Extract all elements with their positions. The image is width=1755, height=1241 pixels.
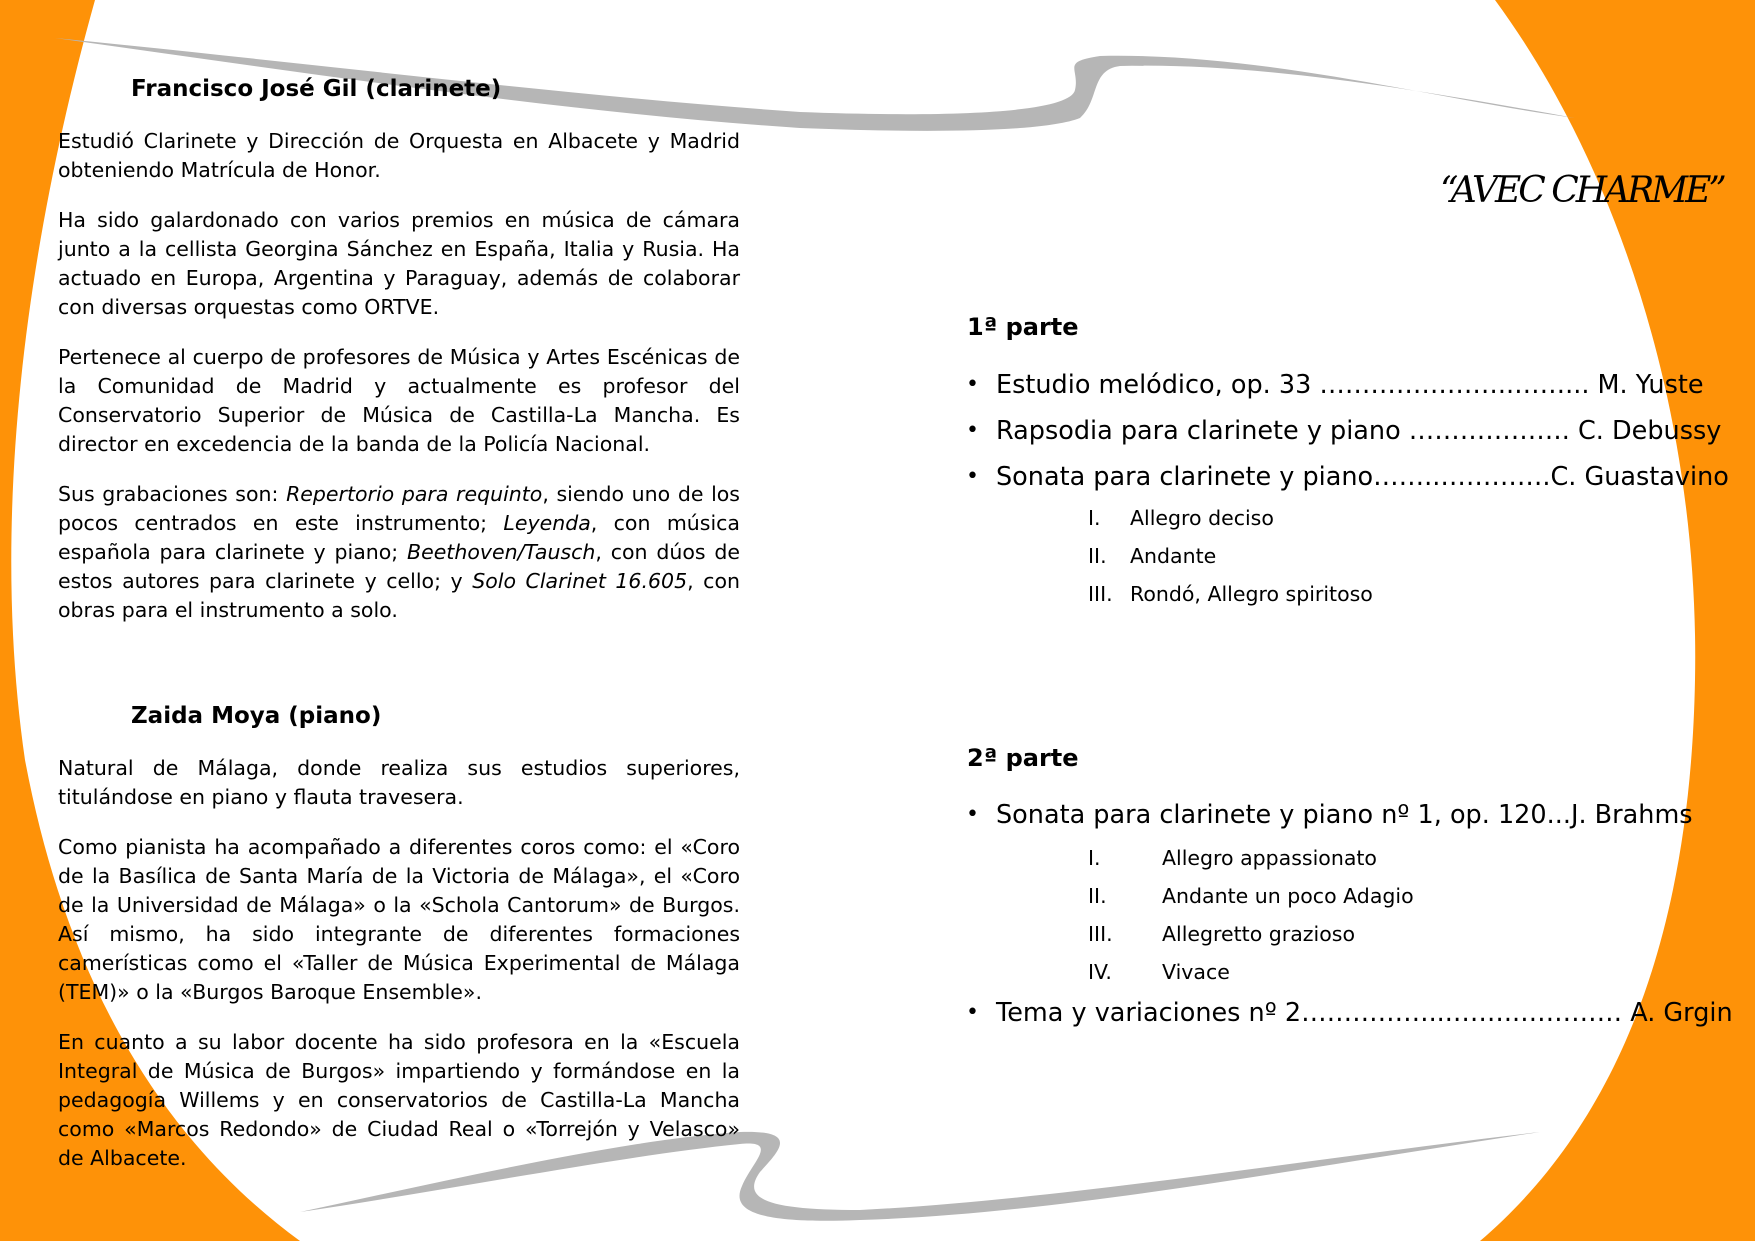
movement-item bbox=[1088, 537, 1373, 575]
part2-list-bottom bbox=[966, 990, 1733, 1036]
bio-francisco bbox=[58, 70, 740, 625]
program-piece bbox=[966, 792, 1726, 838]
piece-text: Rapsodia para clarinete y piano ………………. C. Debussy bbox=[996, 416, 1722, 446]
bio-paragraph: Ha sido galardonado con varios premios en música de cámara junto a la cellista Georgina Sánchez en España, Italia y Rusia. Ha actuado en Europa, Argentina y Paraguay, además de colaborar con diversas orquestas como ORTVE. bbox=[58, 208, 740, 319]
movement-item bbox=[1088, 953, 1414, 991]
recording-title: Repertorio para requinto bbox=[286, 482, 543, 506]
part2-heading: 2ª parte bbox=[967, 744, 1079, 772]
piece-text: Sonata para clarinete y piano nº 1, op. 120...J. Brahms bbox=[996, 800, 1693, 830]
bio-zaida bbox=[58, 697, 740, 1173]
program-piece bbox=[966, 408, 1726, 454]
movement-number: III. bbox=[1088, 922, 1113, 946]
movement-number: II. bbox=[1088, 544, 1107, 568]
text: , con obras para el instrumento a solo. bbox=[58, 569, 740, 622]
recording-title: Leyenda bbox=[503, 511, 591, 535]
movement-item bbox=[1088, 499, 1373, 537]
movement-name: Rondó, Allegro spiritoso bbox=[1130, 582, 1373, 606]
movement-item bbox=[1088, 839, 1414, 877]
movement-number: III. bbox=[1088, 582, 1113, 606]
bio-paragraph: Como pianista ha acompañado a diferentes coros como: el «Coro de la Basílica de Santa María de la Victoria de Málaga», el «Coro de la Universidad de Málaga» o la «Schola Cantorum» de Burgos. Así mismo, ha sido integrante de diferentes formaciones camerísticas como el «Taller de Música Experimental de Málaga (TEM)» o la «Burgos Baroque Ensemble». bbox=[58, 835, 740, 1004]
bullet-icon: • bbox=[966, 1000, 979, 1025]
piece-text: Estudio melódico, op. 33 …………………..……... M. Yuste bbox=[996, 370, 1704, 400]
movement-name: Allegretto grazioso bbox=[1162, 922, 1355, 946]
bullet-icon: • bbox=[966, 418, 979, 443]
part1-heading: 1ª parte bbox=[967, 313, 1079, 341]
part2-movements bbox=[1088, 839, 1414, 991]
movement-number: I. bbox=[1088, 506, 1101, 530]
movement-item bbox=[1088, 877, 1414, 915]
text: , siendo uno de los pocos centrados en este instrumento; bbox=[58, 482, 740, 535]
piece-text: Sonata para clarinete y piano……..………….C. Guastavino bbox=[996, 462, 1729, 492]
bullet-icon: • bbox=[966, 372, 979, 397]
movement-name: Vivace bbox=[1162, 960, 1230, 984]
movement-name: Allegro appassionato bbox=[1162, 846, 1377, 870]
text: , con música española para clarinete y piano; bbox=[58, 511, 740, 564]
program-piece bbox=[966, 454, 1729, 500]
movement-number: I. bbox=[1088, 846, 1101, 870]
bio-paragraph: Natural de Málaga, donde realiza sus estudios superiores, titulándose en piano y flauta travesera. bbox=[58, 756, 740, 809]
bullet-icon: • bbox=[966, 802, 979, 827]
recording-title: Beethoven/Tausch bbox=[407, 540, 596, 564]
program-piece bbox=[966, 990, 1733, 1036]
bio-recordings-paragraph bbox=[58, 480, 740, 625]
program-title: “AVEC CHARME” bbox=[1440, 170, 1724, 211]
recording-title: Solo Clarinet 16.605 bbox=[472, 569, 688, 593]
bio-name: Francisco José Gil (clarinete) bbox=[131, 76, 502, 102]
text: , con dúos de estos autores para clarinete y cello; y bbox=[58, 540, 740, 593]
movement-name: Allegro deciso bbox=[1130, 506, 1274, 530]
text: Sus grabaciones son: bbox=[58, 482, 287, 506]
part1-list bbox=[966, 362, 1729, 500]
movement-item bbox=[1088, 575, 1373, 613]
bio-paragraph: Estudió Clarinete y Dirección de Orquesta en Albacete y Madrid obteniendo Matrícula de Honor. bbox=[58, 129, 740, 182]
program-piece bbox=[966, 362, 1726, 408]
part1-movements bbox=[1088, 499, 1373, 613]
bio-paragraph: Pertenece al cuerpo de profesores de Música y Artes Escénicas de la Comunidad de Madrid y actualmente es profesor del Conservatorio Superior de Música de Castilla-La Mancha. Es director en excedencia de la banda de la Policía Nacional. bbox=[58, 345, 740, 456]
movement-name: Andante un poco Adagio bbox=[1162, 884, 1414, 908]
movement-item bbox=[1088, 915, 1414, 953]
movement-number: IV. bbox=[1088, 960, 1112, 984]
movement-name: Andante bbox=[1130, 544, 1217, 568]
movement-number: II. bbox=[1088, 884, 1107, 908]
bio-name: Zaida Moya (piano) bbox=[131, 703, 382, 729]
bullet-icon: • bbox=[966, 464, 979, 489]
piece-text: Tema y variaciones nº 2……………...……..………… A. Grgin bbox=[996, 998, 1733, 1028]
bio-paragraph: En cuanto a su labor docente ha sido profesora en la «Escuela Integral de Música de Burgos» impartiendo y formándose en la pedagogía Willems y en conservatorios de Castilla-La Mancha como «Marcos Redondo» de Ciudad Real o «Torrejón y Velasco» de Albacete. bbox=[58, 1030, 740, 1170]
part2-list-top bbox=[966, 792, 1726, 838]
